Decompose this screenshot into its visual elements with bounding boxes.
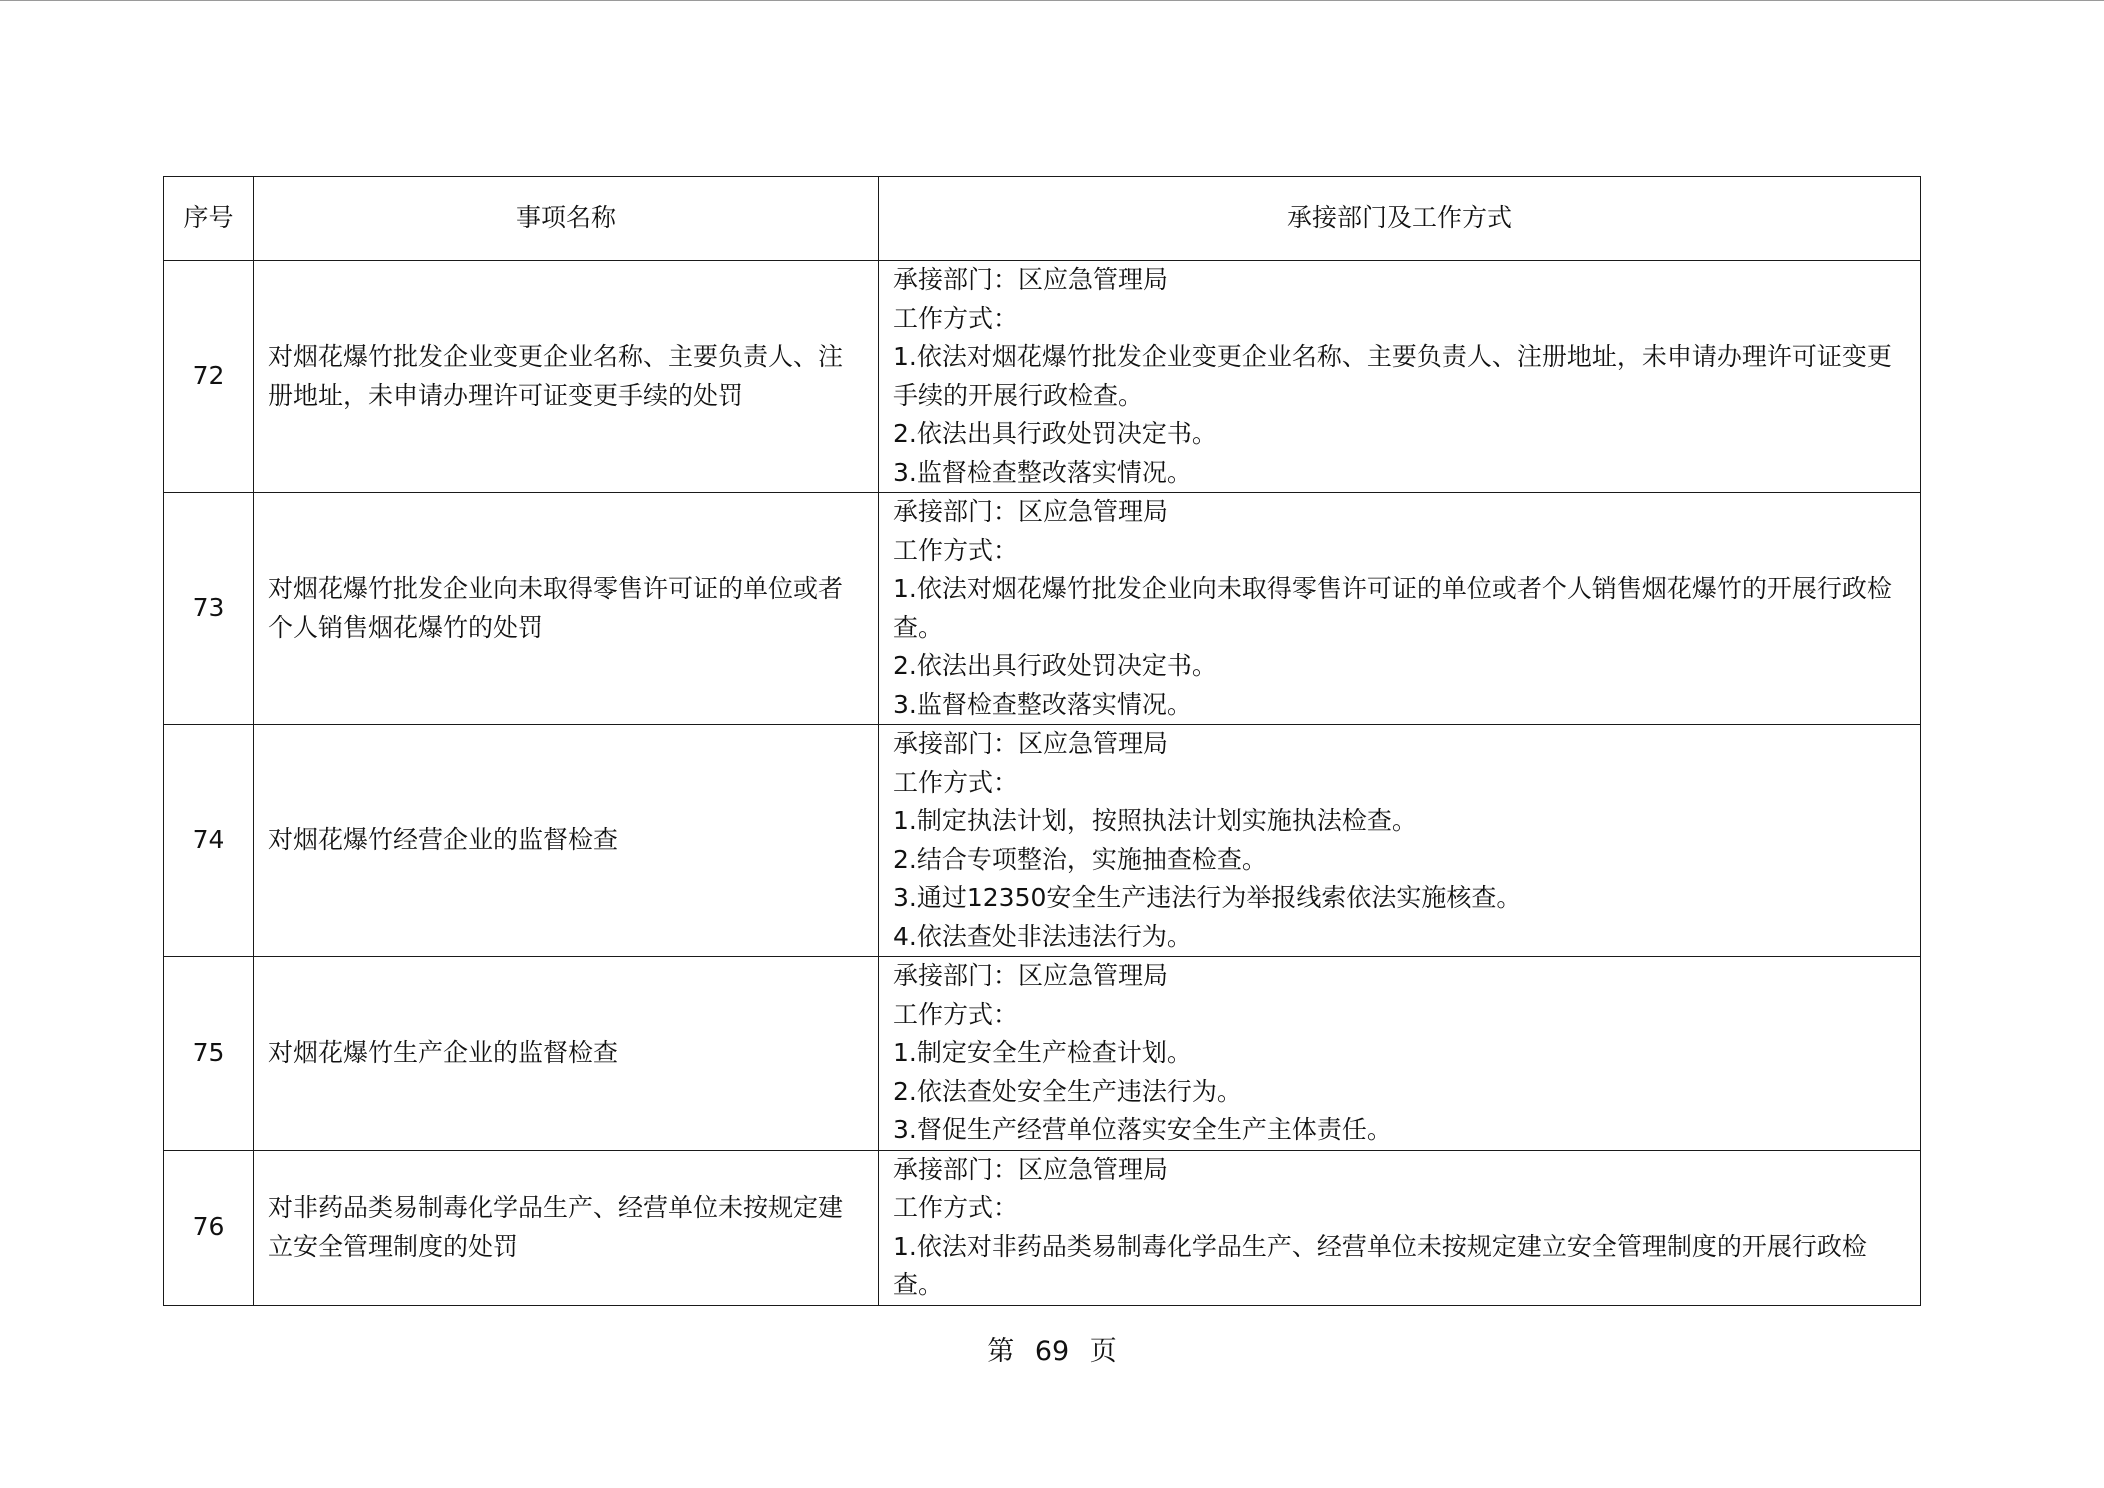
method-line: 3.通过12350安全生产违法行为举报线索依法实施核查。 [893,883,1522,912]
row-department-method [879,493,1921,725]
row-department-method [879,957,1921,1151]
row-seq: 75 [164,957,254,1151]
method-line: 2.结合专项整治，实施抽查检查。 [893,844,1267,874]
row-item-name: 对烟花爆竹批发企业变更企业名称、主要负责人、注册地址，未申请办理许可证变更手续的处罚 [254,261,879,493]
method-line: 2.依法出具行政处罚决定书。 [893,419,1217,448]
row-seq: 74 [164,725,254,957]
page-number-prefix: 第 [987,1336,1015,1367]
method-line: 3.监督检查整改落实情况。 [893,457,1192,487]
row-item-name: 对烟花爆竹批发企业向未取得零售许可证的单位或者个人销售烟花爆竹的处罚 [254,493,879,725]
row-seq: 73 [164,493,254,725]
row-department-method [879,1150,1921,1305]
page-number-suffix: 页 [1089,1336,1117,1367]
method-line: 承接部门：区应急管理局 [893,961,1169,990]
method-line: 1.制定安全生产检查计划。 [893,1038,1192,1067]
method-line: 工作方式： [893,303,1019,333]
method-line: 工作方式： [893,535,1019,565]
method-line: 承接部门：区应急管理局 [893,1154,1169,1184]
method-line: 工作方式： [893,1193,1019,1222]
table-row [164,1150,1921,1305]
row-item-name: 对烟花爆竹生产企业的监督检查 [254,957,879,1151]
method-line: 工作方式： [893,767,1019,797]
row-department-method [879,725,1921,957]
table-row [164,725,1921,957]
method-line: 2.依法出具行政处罚决定书。 [893,651,1217,680]
page-number: 69 [1034,1336,1070,1367]
row-seq: 72 [164,261,254,493]
method-line: 1.依法对烟花爆竹批发企业向未取得零售许可证的单位或者个人销售烟花爆竹的开展行政检查。 [893,574,1892,642]
row-item-name: 对非药品类易制毒化学品生产、经营单位未按规定建立安全管理制度的处罚 [254,1150,879,1305]
method-line: 1.制定执法计划，按照执法计划实施执法检查。 [893,806,1417,835]
method-line: 承接部门：区应急管理局 [893,265,1169,294]
items-table [163,176,1921,1306]
header-item-name: 事项名称 [254,177,879,261]
table-header-row [164,177,1921,261]
method-line: 3.监督检查整改落实情况。 [893,689,1192,719]
method-line: 工作方式： [893,999,1019,1029]
header-department-method: 承接部门及工作方式 [879,177,1921,261]
table-row [164,493,1921,725]
method-line: 1.依法对非药品类易制毒化学品生产、经营单位未按规定建立安全管理制度的开展行政检查。 [893,1231,1867,1299]
method-line: 承接部门：区应急管理局 [893,729,1169,758]
method-line: 4.依法查处非法违法行为。 [893,921,1192,951]
header-seq: 序号 [164,177,254,261]
method-line: 1.依法对烟花爆竹批发企业变更企业名称、主要负责人、注册地址，未申请办理许可证变更手续的开展行政检查。 [893,342,1892,410]
table-row [164,261,1921,493]
top-border-line [0,0,2104,1]
row-seq: 76 [164,1150,254,1305]
row-item-name: 对烟花爆竹经营企业的监督检查 [254,725,879,957]
method-line: 2.依法查处安全生产违法行为。 [893,1076,1242,1106]
page-footer [0,1334,2104,1370]
table-row [164,957,1921,1151]
method-line: 承接部门：区应急管理局 [893,497,1169,526]
method-line: 3.督促生产经营单位落实安全生产主体责任。 [893,1115,1392,1144]
row-department-method [879,261,1921,493]
